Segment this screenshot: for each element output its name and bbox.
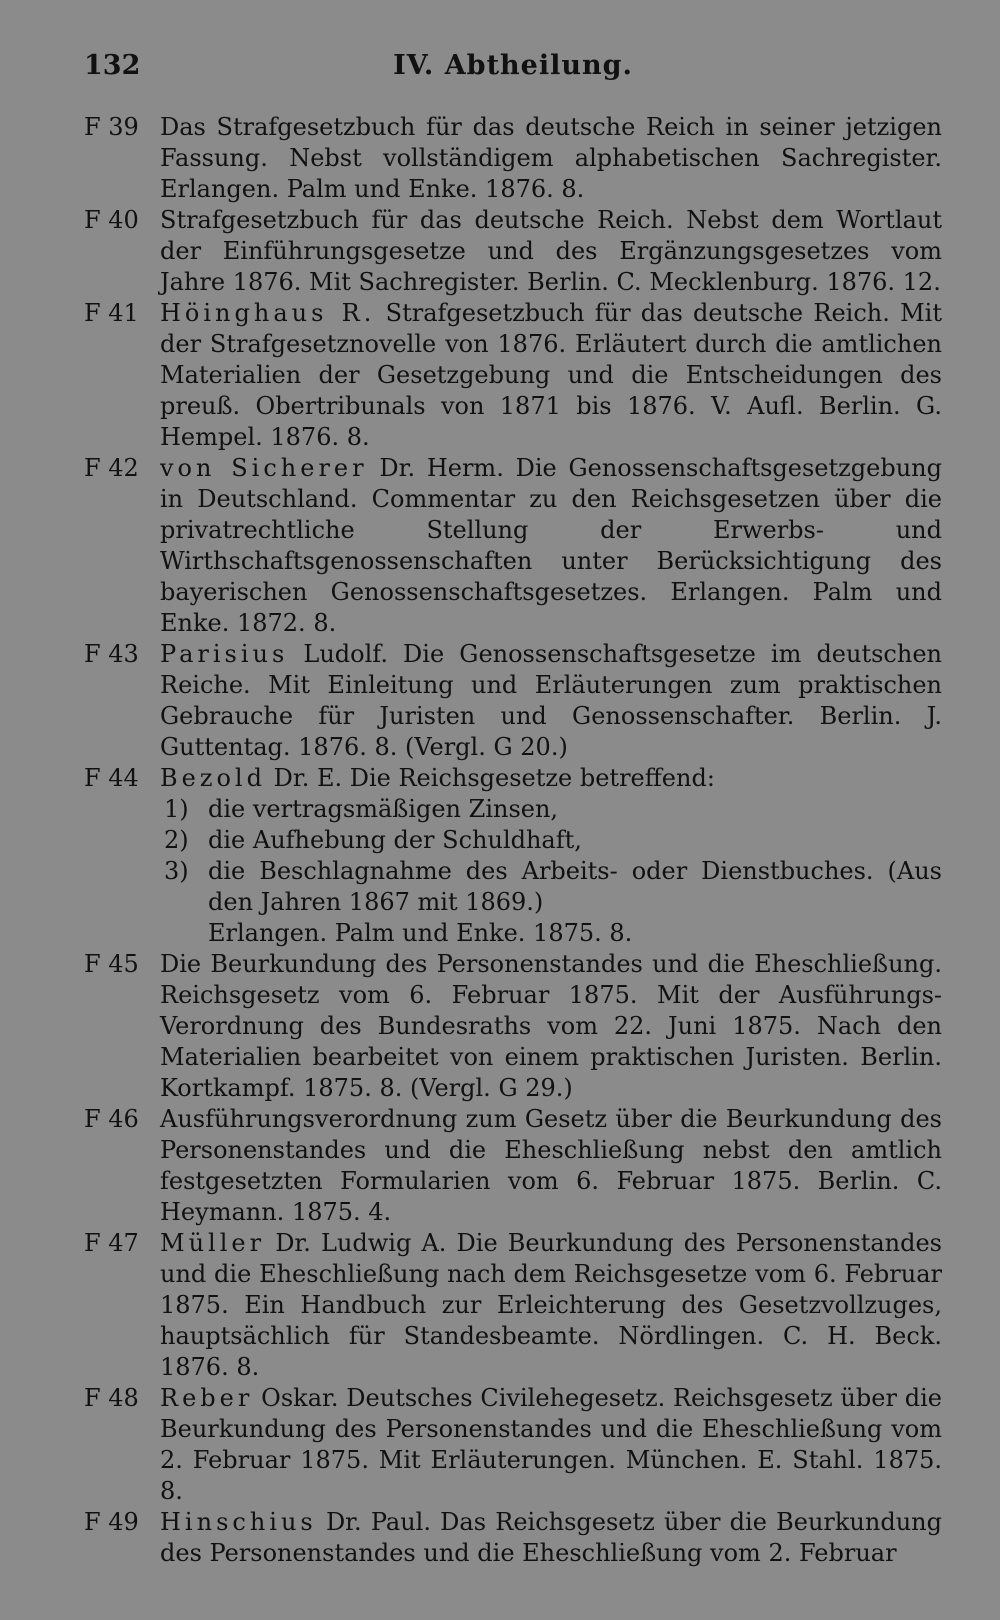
entry-author: Müller: [160, 1229, 266, 1257]
law-list-number: 2): [164, 826, 189, 854]
entry-text: Das Strafgesetzbuch für das deutsche Reich in seiner jetzigen Fassung. Nebst vollständigem alphabetischen Sachregister. Erlangen. Palm und Enke. 1876. 8.: [160, 113, 942, 203]
catalogue-entry-f48: [84, 1383, 942, 1507]
law-list-item: [160, 856, 942, 918]
entry-number: F 40: [84, 206, 139, 234]
entry-number: F 39: [84, 113, 139, 141]
catalogue-entry-f44: [84, 763, 942, 949]
entry-text: Ludolf. Die Genossenschaftsgesetze im deutschen Reiche. Mit Einleitung und Erläuterungen zum praktischen Gebrauche für Juristen und Genossenschafter. Berlin. J. Guttentag. 1876. 8. (Vergl. G 20.): [160, 640, 942, 761]
entry-number: F 48: [84, 1384, 139, 1412]
entry-number: F 43: [84, 640, 139, 668]
entry-number: F 46: [84, 1105, 139, 1133]
catalogue-entry-f41: [84, 298, 942, 453]
entry-text: Dr. Ludwig A. Die Beurkundung des Personenstandes und die Eheschließung nach dem Reichsgesetze vom 6. Februar 1875. Ein Handbuch zur Erleichterung des Gesetzvollzuges, hauptsächlich für Standesbeamte. Nördlingen. C. H. Beck. 1876. 8.: [160, 1229, 942, 1381]
entry-number: F 45: [84, 950, 139, 978]
catalogue-entry-f43: [84, 639, 942, 763]
law-list-number: 3): [164, 857, 189, 885]
publication-line: Erlangen. Palm und Enke. 1875. 8.: [208, 919, 633, 947]
entry-author: von Sicherer: [160, 454, 368, 482]
law-list-text: die Beschlagnahme des Arbeits- oder Dienstbuches. (Aus den Jahren 1867 mit 1869.): [208, 857, 942, 916]
law-list-item: [160, 825, 942, 856]
entry-text: Strafgesetzbuch für das deutsche Reich. Nebst dem Wortlaut der Einführungsgesetze und des Ergänzungsgesetzes vom Jahre 1876. Mit Sachregister. Berlin. C. Mecklenburg. 1876. 12.: [160, 206, 942, 296]
entry-text: Dr. Herm. Die Genossenschaftsgesetzgebung in Deutschland. Commentar zu den Reichsgesetzen über die privatrechtliche Stellung der Erwerbs- und Wirthschaftsgenossenschaften unter Berücksichtigung des bayerischen Genossenschaftsgesetzes. Erlangen. Palm und Enke. 1872. 8.: [160, 454, 942, 637]
law-list-number: 1): [164, 795, 189, 823]
entry-text: Dr. E. Die Reichsgesetze betreffend:: [273, 764, 715, 792]
catalogue-entry-f39: [84, 112, 942, 205]
page-header: [84, 50, 942, 90]
catalogue-entry-f42: [84, 453, 942, 639]
entry-author: Parisius: [160, 640, 289, 668]
catalogue-entry-f46: [84, 1104, 942, 1228]
entry-number: F 41: [84, 299, 139, 327]
entry-text: Dr. Paul. Das Reichsgesetz über die Beurkundung des Personenstandes und die Eheschließung vom 2. Februar: [160, 1508, 942, 1567]
entry-text: Die Beurkundung des Personenstandes und die Eheschließung. Reichsgesetz vom 6. Februar 1875. Mit der Ausführungs-Verordnung des Bundesraths vom 22. Juni 1875. Nach den Materialien bearbeitet von einem praktischen Juristen. Berlin. Kortkampf. 1875. 8. (Vergl. G 29.): [160, 950, 942, 1102]
catalogue-entry-f40: [84, 205, 942, 298]
entry-number: F 47: [84, 1229, 139, 1257]
entry-number: F 42: [84, 454, 139, 482]
catalogue-entries: [84, 112, 942, 1569]
entry-text: Strafgesetzbuch für das deutsche Reich. Mit der Strafgesetznovelle von 1876. Erläutert durch die amtlichen Materialien der Gesetzgebung und die Entscheidungen des preuß. Obertribunals von 1871 bis 1876. V. Aufl. Berlin. G. Hempel. 1876. 8.: [160, 299, 943, 451]
entry-text: Oskar. Deutsches Civilehegesetz. Reichsgesetz über die Beurkundung des Personenstandes und die Eheschließung vom 2. Februar 1875. Mit Erläuterungen. München. E. Stahl. 1875. 8.: [160, 1384, 942, 1505]
page-number: 132: [84, 50, 141, 81]
law-list-item: [160, 794, 942, 825]
catalogue-entry-f45: [84, 949, 942, 1104]
catalogue-entry-f47: [84, 1228, 942, 1383]
section-title: IV. Abtheilung.: [393, 50, 633, 81]
entry-number: F 44: [84, 764, 139, 792]
entry-author: Bezold: [160, 764, 266, 792]
entry-author: Reber: [160, 1384, 254, 1412]
entry-author: Hinschius: [160, 1508, 317, 1536]
law-list-text: die vertragsmäßigen Zinsen,: [208, 795, 559, 823]
law-list-text: die Aufhebung der Schuldhaft,: [208, 826, 582, 854]
entry-author: Höinghaus R.: [160, 299, 376, 327]
entry-text: Ausführungsverordnung zum Gesetz über die Beurkundung des Personenstandes und die Eheschließung nebst den amtlich festgesetzten Formularien vom 6. Februar 1875. Berlin. C. Heymann. 1875. 4.: [160, 1105, 942, 1226]
law-list: [160, 794, 942, 918]
entry-number: F 49: [84, 1508, 139, 1536]
catalogue-entry-f49: [84, 1507, 942, 1569]
